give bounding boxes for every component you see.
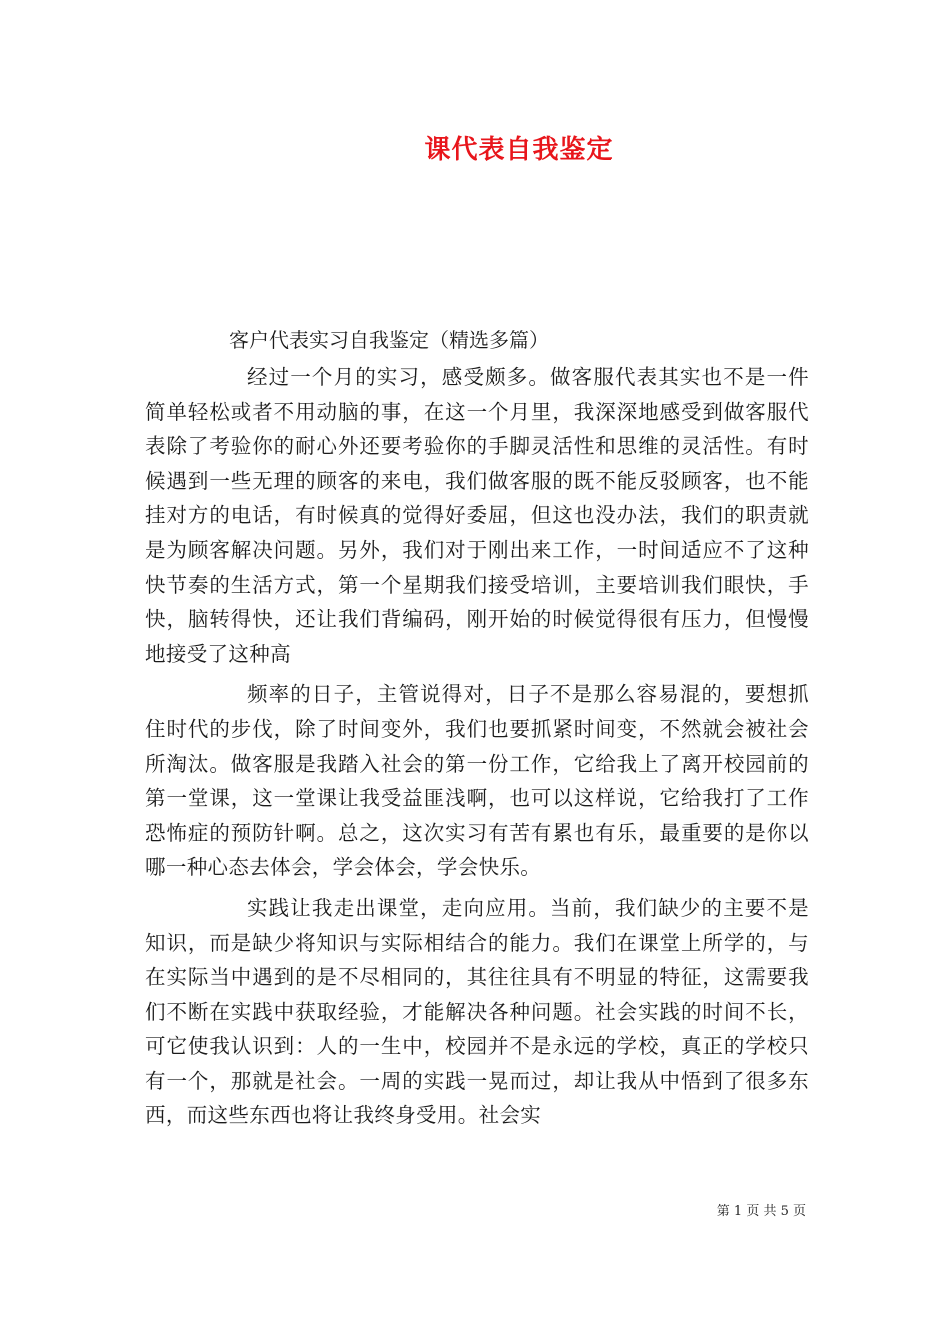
paragraph: 经过一个月的实习，感受颇多。做客服代表其实也不是一件简单轻松或者不用动脑的事，在这一个月里，我深深地感受到做客服代表除了考验你的耐心外还要考验你的手脚灵活性和思维的灵活性。有时候遇到一些无理的顾客的来电，我们做客服的既不能反驳顾客，也不能挂对方的电话，有时候真的觉得好委屈，但这也没办法，我们的职责就是为顾客解决问题。另外，我们对于刚出来工作，一时间适应不了这种快节奏的生活方式，第一个星期我们接受培训，主要培训我们眼快，手快，脑转得快，还让我们背编码，刚开始的时候觉得很有压力，但慢慢地接受了这种高 — [145, 365, 809, 666]
paragraph: 频率的日子，主管说得对，日子不是那么容易混的，要想抓住时代的步伐，除了时间变外，我们也要抓紧时间变，不然就会被社会所淘汰。做客服是我踏入社会的第一份工作，它给我上了离开校园前的第一堂课，这一堂课让我受益匪浅啊，也可以这样说，它给我打了工作恐怖症的预防针啊。总之，这次实习有苦有累也有乐，最重要的是你以哪一种心态去体会，学会体会，学会快乐。 — [145, 682, 809, 880]
document-title: 课代表自我鉴定 — [424, 135, 614, 165]
document-body — [145, 360, 809, 1139]
document-subtitle: 客户代表实习自我鉴定（精选多篇） — [229, 328, 549, 352]
paragraph: 实践让我走出课堂，走向应用。当前，我们缺少的主要不是知识，而是缺少将知识与实际相结合的能力。我们在课堂上所学的，与在实际当中遇到的是不尽相同的，其往往具有不明显的特征，这需要我们不断在实践中获取经验，才能解决各种问题。社会实践的时间不长，可它使我认识到：人的一生中，校园并不是永远的学校，真正的学校只有一个，那就是社会。一周的实践一晃而过，却让我从中悟到了很多东西，而这些东西也将让我终身受用。社会实 — [145, 895, 809, 1128]
page-number-footer: 第 1 页 共 5 页 — [716, 1204, 806, 1219]
